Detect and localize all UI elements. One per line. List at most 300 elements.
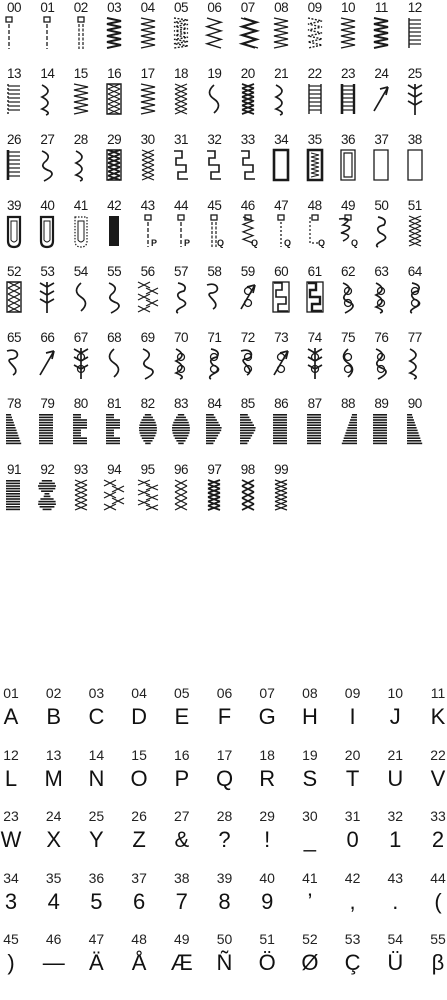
stitch-number: 40 (40, 198, 55, 213)
stitch-pattern-32 (199, 133, 229, 188)
stitch-number: 28 (73, 132, 88, 147)
letter-number: 04 (131, 685, 147, 701)
letter-number: 01 (3, 685, 19, 701)
lattice-icon (166, 81, 196, 117)
satin-half-moon-icon (366, 411, 396, 447)
stitch-pattern-73 (266, 331, 296, 386)
letter-number: 29 (259, 808, 275, 824)
cross-stitch-col-icon (66, 477, 96, 513)
svg-text:P: P (150, 238, 157, 248)
letter-number: 49 (174, 931, 190, 947)
cross-stitch-zig-icon (99, 477, 129, 513)
letter-number: 40 (259, 869, 275, 886)
stitch-number: 38 (407, 132, 422, 147)
buttonhole-double-icon (333, 147, 363, 183)
diamond-chain-icon (32, 279, 62, 315)
letter-pattern-16 (167, 748, 197, 792)
step-right-icon (199, 147, 229, 183)
letter-glyph: E (174, 704, 190, 729)
stitch-number: 83 (173, 396, 189, 411)
flower-stack-icon (199, 345, 229, 381)
letter-glyph: β (431, 950, 445, 975)
letter-number: 47 (88, 931, 105, 947)
stitch-pattern-92 (32, 463, 62, 518)
stitch-pattern-52 (0, 265, 29, 320)
letter-pattern-10 (380, 686, 410, 730)
letter-glyph: L (4, 765, 18, 791)
letter-glyph: O (130, 765, 148, 791)
stitch-number: 12 (407, 0, 422, 15)
letter-glyph: 9 (261, 888, 274, 914)
letter-glyph: A (3, 704, 19, 729)
stitch-pattern-27 (32, 133, 62, 188)
shell-tuck-icon (32, 81, 62, 117)
letter-pattern-12 (0, 748, 26, 792)
letter-number: 27 (174, 808, 190, 824)
stitch-pattern-36 (333, 133, 363, 188)
step-left-icon (166, 147, 196, 183)
stitch-number: 71 (207, 330, 222, 345)
letter-number: 43 (387, 869, 404, 886)
letter-glyph: 5 (90, 888, 103, 914)
letter-glyph: M (44, 765, 63, 791)
stitch-number: 24 (374, 66, 389, 81)
arrow-branch-icon (99, 279, 129, 315)
letter-glyph: 3 (4, 888, 18, 914)
satin-beads-icon (32, 477, 62, 513)
letter-glyph: ! (264, 827, 271, 852)
letter-glyph: Z (132, 827, 146, 852)
letter-pattern-24 (39, 809, 69, 853)
wave-loops-icon (366, 345, 396, 381)
stitch-pattern-15 (66, 67, 96, 122)
flower-petals-icon (333, 279, 363, 315)
letter-number: 20 (344, 746, 361, 763)
stitch-number: 11 (374, 0, 388, 15)
letter-pattern-44 (423, 871, 447, 915)
letter-glyph: Ñ (216, 950, 233, 975)
letter-number: 48 (131, 931, 147, 947)
cross-stitch-slant-icon (133, 477, 163, 513)
letter-number: 23 (3, 808, 19, 824)
letter-number: 12 (3, 746, 19, 763)
leaf-branch-icon (99, 345, 129, 381)
stitch-pattern-25 (400, 67, 430, 122)
stitch-number: 58 (207, 264, 222, 279)
straight-left-icon (0, 15, 29, 51)
vine-curl-icon (400, 279, 430, 315)
letter-number: 46 (45, 931, 62, 947)
cross-dense-icon (233, 81, 263, 117)
letter-glyph: Q (215, 765, 234, 791)
satin-taper-right-icon (333, 411, 363, 447)
stitch-pattern-99 (266, 463, 296, 518)
buttonhole-satin-icon (300, 147, 330, 183)
letter-number: 18 (259, 746, 275, 763)
stitch-pattern-95 (133, 463, 163, 518)
straight-p2-icon (166, 213, 196, 249)
stitch-pattern-89 (366, 397, 396, 452)
letter-number: 08 (302, 685, 318, 701)
satin-step-icon (99, 411, 129, 447)
letter-pattern-38 (167, 871, 197, 915)
cross-zigzag-icon (133, 279, 163, 315)
letter-number: 55 (430, 931, 446, 947)
stitch-number: 62 (340, 264, 356, 279)
stitch-pattern-78 (0, 397, 29, 452)
stitch-pattern-30 (133, 133, 163, 188)
letter-pattern-34 (0, 871, 26, 915)
satin-notch-icon (233, 411, 263, 447)
box-x-wide-icon (0, 279, 29, 315)
stitch-pattern-90 (400, 397, 430, 452)
stitch-pattern-65 (0, 331, 29, 386)
letter-pattern-39 (210, 871, 240, 915)
stitch-pattern-88 (333, 397, 363, 452)
satin-oval-icon (133, 411, 163, 447)
letter-pattern-05 (167, 686, 197, 730)
stitch-number: 97 (207, 462, 222, 477)
stitch-pattern-83 (166, 397, 196, 452)
svg-text:Q: Q (217, 238, 225, 248)
stitch-pattern-84 (199, 397, 229, 452)
satin-rect-icon (266, 411, 296, 447)
scribble-q-icon (333, 213, 363, 249)
letter-glyph: , (349, 888, 356, 914)
stitch-number: 76 (374, 330, 389, 345)
stitch-pattern-80 (66, 397, 96, 452)
stitch-number: 48 (307, 198, 322, 213)
stitch-number: 06 (207, 0, 222, 15)
cross-box-icon (400, 213, 430, 249)
zigzag-wide-icon (199, 15, 229, 51)
flower-dots-icon (300, 345, 330, 381)
blind-q-icon (300, 213, 330, 249)
letter-glyph: 4 (47, 888, 60, 914)
letter-pattern-29 (252, 809, 282, 853)
stitch-pattern-74 (300, 331, 330, 386)
letter-glyph: & (174, 827, 190, 852)
stitch-pattern-16 (99, 67, 129, 122)
stitch-number: 13 (6, 66, 22, 81)
letter-number: 16 (174, 746, 190, 763)
letter-pattern-28 (210, 809, 240, 853)
letter-glyph: N (88, 765, 105, 791)
letter-number: 26 (131, 808, 147, 824)
stitch-number: 87 (307, 396, 322, 411)
stitch-pattern-71 (199, 331, 229, 386)
stitch-number: 39 (6, 198, 22, 213)
letter-number: 52 (302, 931, 318, 947)
letter-glyph: R (259, 765, 276, 791)
stitch-pattern-46 (233, 199, 263, 254)
letter-number: 32 (387, 808, 404, 824)
stitch-number: 35 (307, 132, 322, 147)
satin-diamond-icon (166, 411, 196, 447)
satin-wedge-icon (400, 411, 430, 447)
stitch-pattern-50 (366, 199, 396, 254)
stitch-pattern-38 (400, 133, 430, 188)
slant-satin-icon (266, 15, 296, 51)
cross-stitch-block-icon (266, 477, 296, 513)
ladder-bold-icon (333, 81, 363, 117)
stitch-number: 75 (340, 330, 356, 345)
letter-number: 45 (3, 931, 19, 947)
arrow-angle-icon (166, 279, 196, 315)
greek-key-icon (266, 279, 296, 315)
stitch-pattern-53 (32, 265, 62, 320)
stitch-pattern-63 (366, 265, 396, 320)
stitch-number: 26 (6, 132, 22, 147)
stitch-number: 92 (40, 462, 55, 477)
stitch-number: 31 (173, 132, 189, 147)
letter-glyph: W (0, 827, 22, 852)
letter-glyph: Æ (170, 950, 193, 975)
stitch-pattern-45 (199, 199, 229, 254)
stitch-pattern-06 (199, 1, 229, 56)
step-zig-icon (233, 147, 263, 183)
stitch-pattern-09 (300, 1, 330, 56)
letter-glyph: Ä (89, 950, 104, 975)
letter-number: 28 (216, 808, 233, 824)
diamond-column-icon (66, 147, 96, 183)
svg-text:Q: Q (351, 238, 359, 248)
letter-pattern-32 (380, 809, 410, 853)
stitch-pattern-29 (99, 133, 129, 188)
letter-pattern-55 (423, 932, 447, 976)
arc-bold-icon (0, 345, 29, 381)
satin-bolt-icon (32, 411, 62, 447)
letter-glyph: 6 (132, 888, 146, 914)
letter-pattern-25 (81, 809, 111, 853)
stitch-pattern-31 (166, 133, 196, 188)
stitch-pattern-39 (0, 199, 29, 254)
letter-pattern-17 (210, 748, 240, 792)
stitch-pattern-08 (266, 1, 296, 56)
svg-text:Q: Q (317, 238, 325, 248)
letter-pattern-03 (81, 686, 111, 730)
letter-number: 44 (430, 869, 446, 886)
stitch-number: 19 (207, 66, 222, 81)
letter-glyph: _ (303, 827, 317, 852)
satin-tab-icon (300, 411, 330, 447)
letter-pattern-52 (295, 932, 325, 976)
letter-number: 17 (216, 746, 233, 763)
stitch-pattern-44 (166, 199, 196, 254)
letter-number: 42 (344, 869, 361, 886)
stitch-number: 32 (207, 132, 222, 147)
letter-pattern-22 (423, 748, 447, 792)
keyhole-dotted-icon (66, 213, 96, 249)
blind-hem-icon (333, 15, 363, 51)
stitch-pattern-23 (333, 67, 363, 122)
stitch-pattern-40 (32, 199, 62, 254)
comb-icon (400, 15, 430, 51)
stitch-pattern-17 (133, 67, 163, 122)
letter-pattern-51 (252, 932, 282, 976)
stitch-number: 63 (374, 264, 389, 279)
blind-hem-bold-icon (366, 15, 396, 51)
letter-number: 30 (302, 808, 318, 824)
letter-glyph: Y (89, 827, 104, 852)
satin-zig-bolt-icon (0, 477, 29, 513)
letter-pattern-48 (124, 932, 154, 976)
holly-leaf-icon (133, 345, 163, 381)
stitch-pattern-75 (333, 331, 363, 386)
stitch-pattern-68 (99, 331, 129, 386)
stitch-number: 00 (6, 0, 22, 15)
stitch-pattern-61 (300, 265, 330, 320)
letter-number: 51 (259, 931, 275, 947)
letter-pattern-27 (167, 809, 197, 853)
comb-bold-icon (0, 147, 29, 183)
stitch-pattern-56 (133, 265, 163, 320)
box-x-icon (99, 81, 129, 117)
letter-glyph: G (258, 704, 276, 729)
stitch-pattern-67 (66, 331, 96, 386)
stitch-pattern-96 (166, 463, 196, 518)
zigzag-icon (133, 15, 163, 51)
stitch-pattern-87 (300, 397, 330, 452)
stitch-number: 66 (40, 330, 55, 345)
stitch-number: 93 (73, 462, 88, 477)
stitch-number: 08 (274, 0, 289, 15)
letter-pattern-15 (124, 748, 154, 792)
letter-glyph: 0 (346, 827, 359, 852)
letter-glyph: K (430, 704, 446, 729)
stitch-pattern-05 (166, 1, 196, 56)
letter-number: 03 (88, 685, 105, 701)
serpentine-icon (400, 81, 430, 117)
stitch-pattern-58 (199, 265, 229, 320)
stitch-pattern-54 (66, 265, 96, 320)
letter-glyph: Ø (301, 950, 319, 975)
stitch-pattern-47 (266, 199, 296, 254)
stitch-number: 45 (207, 198, 222, 213)
letter-number: 39 (216, 869, 233, 886)
ladder-icon (300, 81, 330, 117)
stitch-number: 17 (140, 66, 155, 81)
cross-stitch-dense-icon (233, 477, 263, 513)
letter-pattern-19 (295, 748, 325, 792)
stitch-number: 61 (307, 264, 322, 279)
bar-dotted-icon (99, 213, 129, 249)
letter-pattern-02 (39, 686, 69, 730)
stitch-number: 36 (340, 132, 356, 147)
letter-number: 34 (3, 869, 19, 886)
letter-number: 19 (302, 746, 318, 763)
stitch-number: 25 (407, 66, 422, 81)
fern-side-icon (199, 279, 229, 315)
letter-number: 35 (45, 869, 62, 886)
stitch-number: 77 (407, 330, 422, 345)
letter-pattern-45 (0, 932, 26, 976)
stitch-pattern-37 (366, 133, 396, 188)
svg-text:P: P (184, 238, 191, 248)
stitch-pattern-26 (0, 133, 29, 188)
stitch-number: 22 (307, 66, 322, 81)
letter-glyph: H (301, 704, 318, 729)
chevron-v-icon (66, 81, 96, 117)
stitch-pattern-35 (300, 133, 330, 188)
stitch-pattern-81 (99, 397, 129, 452)
letter-glyph: I (349, 704, 356, 729)
letter-glyph: Ç (344, 950, 361, 975)
letter-glyph: . (392, 888, 399, 914)
stitch-pattern-42 (99, 199, 129, 254)
stitch-number: 67 (73, 330, 88, 345)
zigzag-q-icon (233, 213, 263, 249)
stitch-number: 95 (140, 462, 155, 477)
stitch-pattern-07 (233, 1, 263, 56)
feather-leaf-icon (32, 345, 62, 381)
stitch-pattern-70 (166, 331, 196, 386)
letter-glyph: X (46, 827, 62, 852)
stitch-number: 01 (40, 0, 55, 15)
stitch-pattern-10 (333, 1, 363, 56)
letter-number: 02 (45, 685, 62, 701)
stitch-pattern-51 (400, 199, 430, 254)
stitch-pattern-00 (0, 1, 29, 56)
stitch-number: 59 (240, 264, 255, 279)
stitch-pattern-64 (400, 265, 430, 320)
letter-glyph: — (42, 950, 65, 975)
stitch-number: 23 (340, 66, 356, 81)
stitch-number: 49 (340, 198, 356, 213)
buttonhole-bold-icon (266, 147, 296, 183)
letter-pattern-18 (252, 748, 282, 792)
letter-glyph: 8 (218, 888, 231, 914)
straight-center-icon (32, 15, 62, 51)
lattice-double-icon (133, 147, 163, 183)
stitch-number: 29 (107, 132, 122, 147)
stitch-pattern-13 (0, 67, 29, 122)
stitch-number: 34 (274, 132, 289, 147)
letter-pattern-36 (81, 871, 111, 915)
stitch-number: 82 (140, 396, 155, 411)
letter-number: 09 (344, 685, 361, 701)
stitch-number: 96 (173, 462, 189, 477)
letter-number: 38 (174, 869, 190, 886)
stitch-number: 21 (274, 66, 289, 81)
letter-pattern-23 (0, 809, 26, 853)
stitch-number: 86 (274, 396, 289, 411)
loops-stack-icon (233, 345, 263, 381)
box-x-bold-icon (99, 147, 129, 183)
keyhole-round-icon (32, 213, 62, 249)
letter-pattern-13 (39, 748, 69, 792)
letter-pattern-20 (338, 748, 368, 792)
arrows-up-icon (199, 81, 229, 117)
stitch-number: 41 (73, 198, 88, 213)
letter-glyph: B (46, 704, 62, 729)
cross-stitch-pair-icon (166, 477, 196, 513)
stitch-number: 03 (107, 0, 122, 15)
stitch-number: 18 (173, 66, 189, 81)
letter-number: 54 (387, 931, 404, 947)
stitch-pattern-02 (66, 1, 96, 56)
stitch-number: 72 (240, 330, 255, 345)
letter-glyph: Ö (258, 950, 276, 975)
letter-pattern-46 (39, 932, 69, 976)
stitch-pattern-55 (99, 265, 129, 320)
letter-glyph: T (345, 765, 360, 791)
letter-number: 36 (88, 869, 105, 886)
bug-icon (366, 279, 396, 315)
stitch-number: 42 (107, 198, 122, 213)
stitch-number: 73 (274, 330, 289, 345)
slant-dashes-icon (300, 15, 330, 51)
